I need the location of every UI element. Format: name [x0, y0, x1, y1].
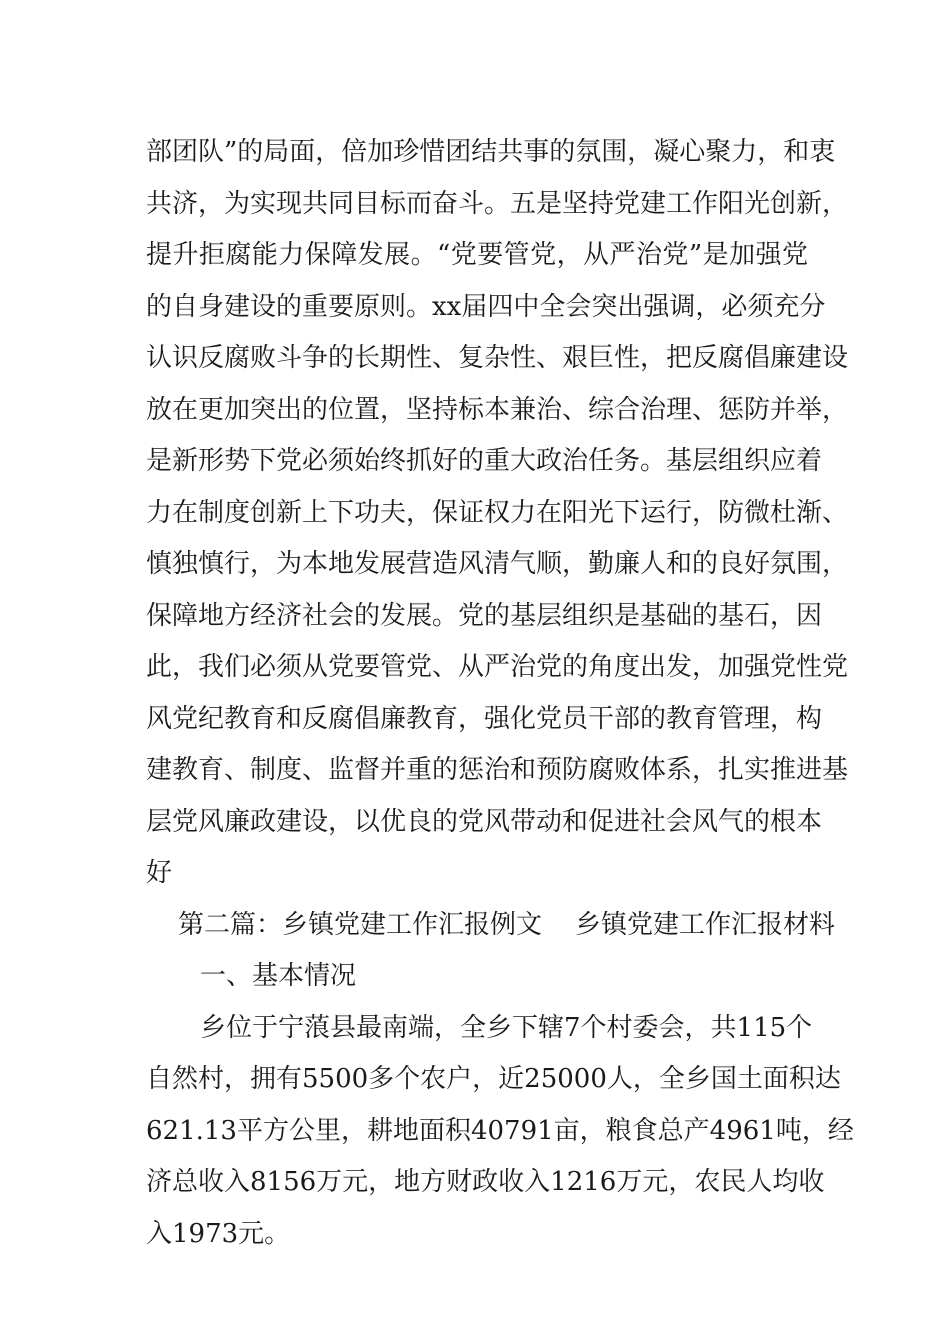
text-line: 入1973元。	[146, 1218, 291, 1249]
text-line: 放在更加突出的位置，坚持标本兼治、综合治理、惩防并举，	[146, 394, 849, 425]
text-line: 济总收入8156万元，地方财政收入1216万元，农民人均收	[146, 1167, 825, 1197]
paragraph-2	[146, 1003, 854, 1261]
text-line: 的自身建设的重要原则。xx届四中全会突出强调，必须充分	[146, 291, 826, 322]
section-subheading: 一、基本情况	[200, 961, 357, 991]
paragraph-1	[146, 127, 849, 900]
text-line: 力在制度创新上下功夫，保证权力在阳光下运行，防微杜渐、	[146, 497, 849, 528]
text-line: 部团队”的局面，倍加珍惜团结共事的氛围，凝心聚力，和衷	[146, 137, 836, 167]
text-line: 提升拒腐能力保障发展。“党要管党，从严治党”是加强党	[146, 240, 808, 270]
document-body	[146, 127, 854, 1260]
text-line: 建教育、制度、监督并重的惩治和预防腐败体系，扎实推进基	[146, 755, 849, 785]
text-line: 乡位于宁蒗县最南端，全乡下辖7个村委会，共115个	[200, 1012, 813, 1043]
text-line: 保障地方经济社会的发展。党的基层组织是基础的基石，因	[146, 600, 823, 631]
text-line: 共济，为实现共同目标而奋斗。五是坚持党建工作阳光创新，	[146, 188, 849, 219]
text-line: 风党纪教育和反腐倡廉教育，强化党员干部的教育管理，构	[146, 703, 823, 734]
text-line: 此，我们必须从党要管党、从严治党的角度出发，加强党性党	[146, 652, 849, 682]
text-line: 好	[146, 858, 173, 888]
text-line: 慎独慎行，为本地发展营造风清气顺，勤廉人和的良好氛围，	[146, 549, 849, 579]
text-line: 认识反腐败斗争的长期性、复杂性、艰巨性，把反腐倡廉建设	[146, 343, 849, 373]
text-line: 自然村，拥有5500多个农户，近25000人，全乡国土面积达	[146, 1064, 841, 1094]
section-heading: 第二篇：乡镇党建工作汇报例文 乡镇党建工作汇报材料	[178, 909, 836, 940]
text-line: 是新形势下党必须始终抓好的重大政治任务。基层组织应着	[146, 446, 823, 476]
text-line: 层党风廉政建设，以优良的党风带动和促进社会风气的根本	[146, 806, 823, 837]
text-line: 621.13平方公里，耕地面积40791亩，粮食总产4961吨，经	[146, 1115, 854, 1146]
